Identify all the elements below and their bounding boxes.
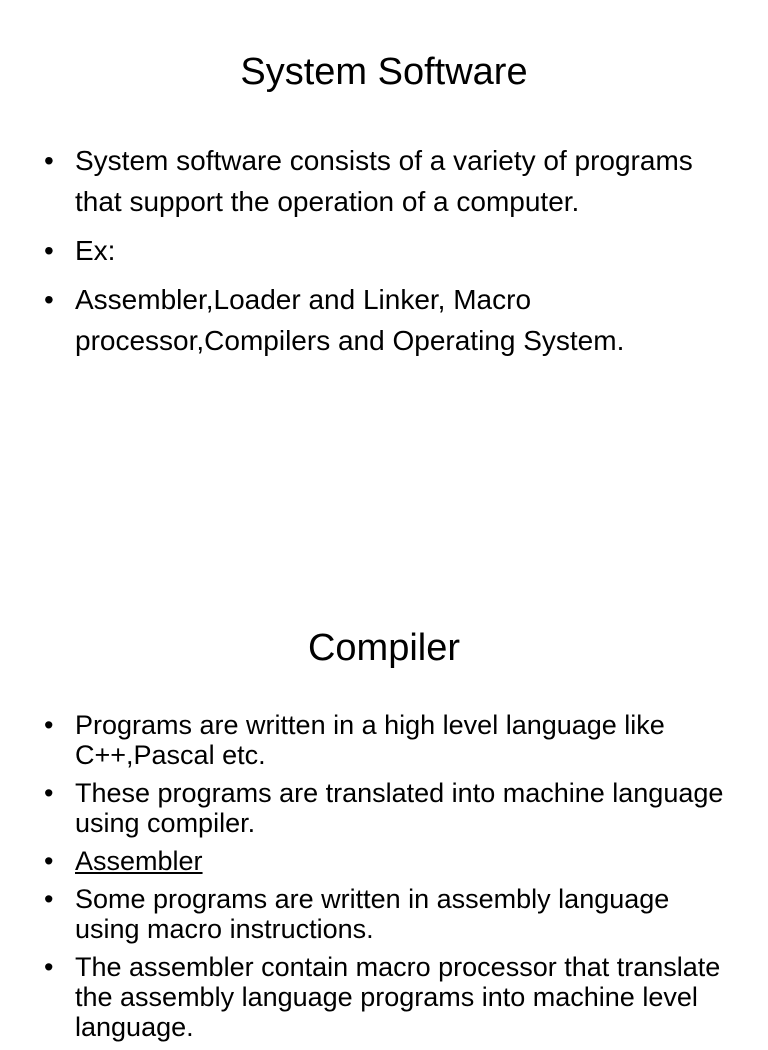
- bullet-text: These programs are translated into machine language using compiler.: [75, 778, 724, 838]
- slide-title: System Software: [240, 51, 528, 93]
- bullet-icon: •: [44, 235, 54, 266]
- bullet-item: [0, 952, 768, 1042]
- bullet-icon: •: [44, 710, 54, 740]
- bullet-icon: •: [44, 284, 54, 315]
- bullet-item: [0, 884, 768, 944]
- bullet-text: Assembler,Loader and Linker, Macro processor,Compilers and Operating System.: [75, 284, 625, 356]
- bullet-list: [0, 710, 768, 1050]
- bullet-icon: •: [44, 952, 54, 982]
- bullet-item: [0, 140, 768, 222]
- bullet-item: [0, 778, 768, 838]
- bullet-icon: •: [44, 846, 54, 876]
- slide-compiler: [0, 576, 768, 1042]
- bullet-list: [0, 140, 768, 369]
- bullet-item: [0, 230, 768, 271]
- bullet-text: System software consists of a variety of programs that support the operation of a computer.: [75, 145, 693, 217]
- slide-title: Compiler: [307, 627, 461, 669]
- bullet-icon: •: [44, 884, 54, 914]
- bullet-item: [0, 279, 768, 361]
- bullet-text: Programs are written in a high level language like C++,Pascal etc.: [75, 710, 665, 770]
- bullet-text: Ex:: [75, 235, 116, 266]
- bullet-text: Some programs are written in assembly language using macro instructions.: [75, 884, 670, 944]
- bullet-icon: •: [44, 145, 54, 176]
- bullet-item: [0, 710, 768, 770]
- bullet-text-underlined: Assembler: [75, 846, 203, 876]
- bullet-item: [0, 846, 768, 876]
- bullet-text: The assembler contain macro processor that translate the assembly language programs into machine level language.: [75, 952, 721, 1042]
- bullet-icon: •: [44, 778, 54, 808]
